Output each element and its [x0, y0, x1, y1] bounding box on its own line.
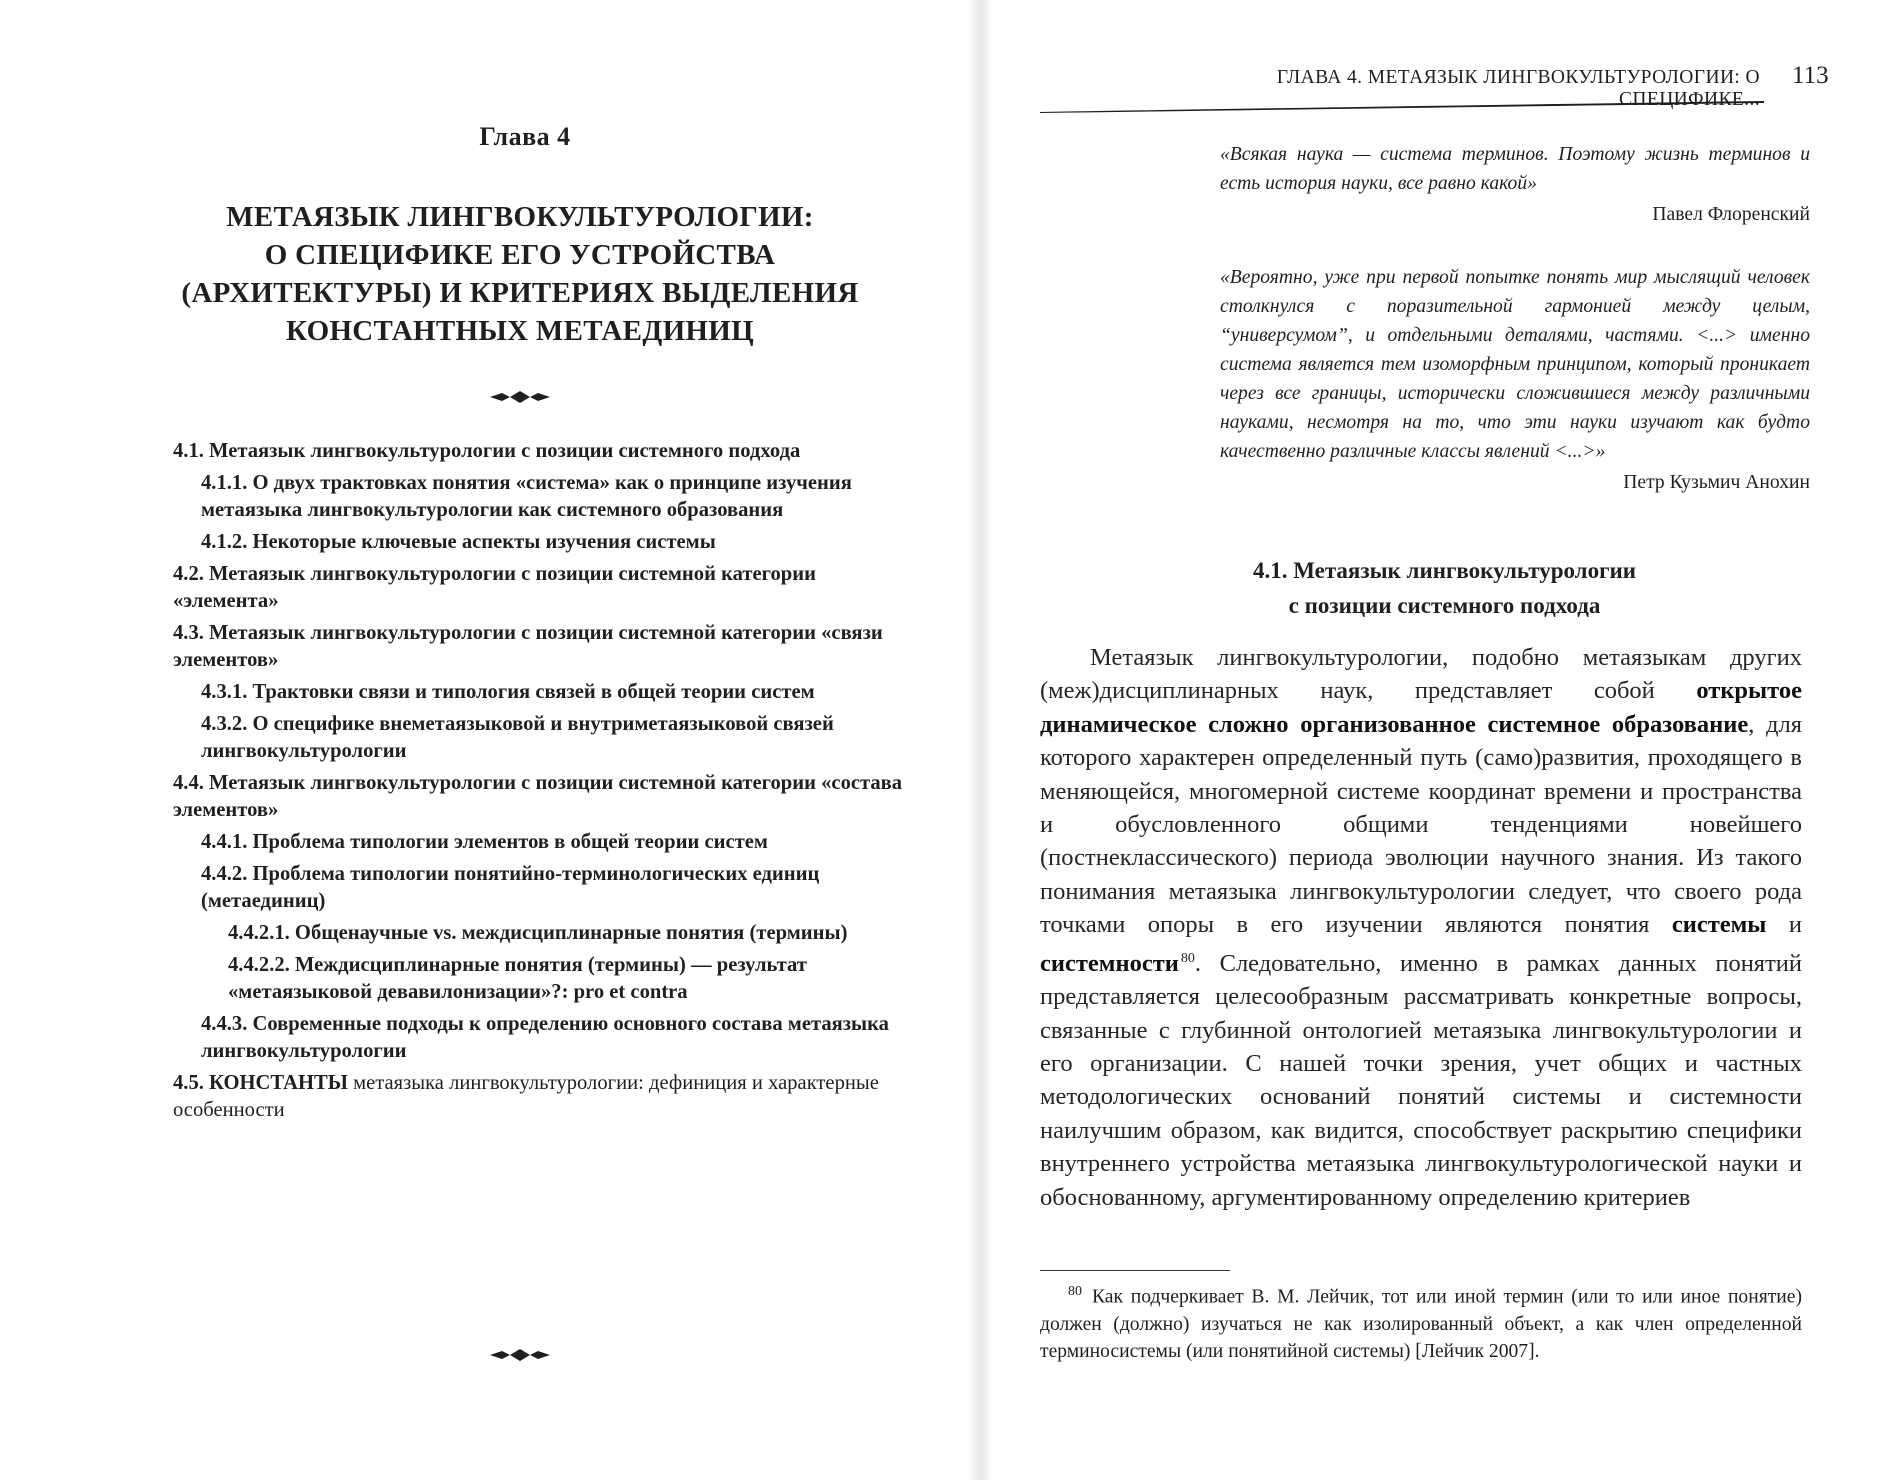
chapter-title-line: МЕТАЯЗЫК ЛИНГВОКУЛЬТУРОЛОГИИ:	[226, 201, 814, 233]
epigraph-quote: «Всякая наука — система терминов. Поэтому жизнь терминов и есть история науки, все равно какой»	[1220, 144, 1810, 194]
section-heading	[990, 553, 1899, 623]
header-rule	[1040, 98, 1764, 114]
epigraph-author: Павел Флоренский	[1652, 204, 1810, 225]
body-text-run: и	[1766, 911, 1802, 939]
chapter-title-line: (АРХИТЕКТУРЫ) И КРИТЕРИЯХ ВЫДЕЛЕНИЯ	[181, 277, 859, 309]
footnote-text: Как подчеркивает В. М. Лейчик, тот или иной термин (или то или иное понятие) должен (должно) изучаться не как изолированный объект, а как член определенной терминосистемы (или понятийной системы) [Лейчик 2007].	[1040, 1286, 1802, 1362]
body-text-run: . Следовательно, именно в рамках данных понятий представляется целесообразным рассматривать конкретные вопросы, связанные с глубинной онтологией метаязыка лингвокультурологии и его организации. С нашей точки зрения, учет общих и частных методологических оснований понятий системы и системности наилучшим образом, как видится, способствует раскрытию специфики внутреннего устройства метаязыка лингвокультурологической науки и обоснованному, аргументированному определению критериев	[1040, 949, 1802, 1211]
footnote-reference: 80	[1180, 950, 1195, 966]
epigraph	[1220, 140, 1810, 226]
footnote	[1040, 1278, 1802, 1365]
section-heading-line: 4.1. Метаязык лингвокультурологии	[1252, 558, 1637, 583]
toc-item: 4.3. Метаязык лингвокультурологии с позиции системной категории «связи элементов»	[173, 622, 883, 671]
toc-item: 4.1.1. О двух трактовках понятия «система» как о принципе изучения метаязыка лингвокультурологии как системного образования	[201, 472, 852, 521]
toc-item: 4.4.1. Проблема типологии элементов в общей теории систем	[201, 831, 768, 853]
toc-item-constants	[173, 1070, 903, 1124]
body-text-run: , для которого характерен определенный путь (само)развития, проходящего в меняющейся, многомерной системе координат времени и пространства и обусловленного общими тенденциями новейшего (постнеклассического) периода эволюции научного знания. Из такого понимания метаязыка лингвокультурологии следует, что своего рода точками опоры в его изучении являются понятия	[1040, 710, 1802, 939]
chapter-title	[170, 198, 870, 350]
running-head: ГЛАВА 4. МЕТАЯЗЫК ЛИНГВОКУЛЬТУРОЛОГИИ: О СПЕЦИФИКЕ...	[1276, 67, 1760, 110]
right-page	[990, 0, 1899, 1480]
body-paragraph	[1040, 641, 1802, 1214]
toc-item: 4.3.2. О специфике внеметаязыковой и внутриметаязыковой связей лингвокультурологии	[201, 713, 834, 762]
body-bold-run: системы	[1671, 911, 1767, 939]
chapter-label: Глава 4	[479, 122, 571, 151]
toc-item: 4.3.1. Трактовки связи и типология связей в общей теории систем	[201, 681, 815, 703]
toc-item: 4.1. Метаязык лингвокультурологии с позиции системного подхода	[173, 440, 801, 462]
toc-item-rest: метаязыка лингвокультурологии: дефиниция и характерные особенности	[173, 1072, 879, 1121]
toc-item: 4.2. Метаязык лингвокультурологии с позиции системной категории «элемента»	[173, 563, 816, 612]
epigraph-quote: «Вероятно, уже при первой попытке понять мир мыслящий человек столкнулся с поразительной гармонией между целым, “универсумом”, и отдельными деталями, частями. <...> именно система является тем изоморфным принципом, который проникает через все границы, исторически сложившиеся между различными науками, несмотря на то, что эти науки изучают как будто качественно различные классы явлений <...>»	[1220, 267, 1810, 462]
chapter-title-line: КОНСТАНТНЫХ МЕТАЕДИНИЦ	[285, 315, 754, 347]
toc-item: 4.4.2.1. Общенаучные vs. междисциплинарные понятия (термины)	[228, 922, 848, 944]
chapter-title-line: О СПЕЦИФИКЕ ЕГО УСТРОЙСТВА	[264, 239, 776, 271]
toc-item: 4.1.2. Некоторые ключевые аспекты изучения системы	[201, 531, 716, 553]
toc-item: 4.4. Метаязык лингвокультурологии с позиции системной категории «состава элементов»	[173, 772, 903, 821]
footnote-rule	[1040, 1270, 1230, 1271]
toc-item: 4.4.2. Проблема типологии понятийно-терминологических единиц (метаединиц)	[201, 863, 820, 912]
book-gutter	[968, 0, 992, 1480]
footnote-number: 80	[1068, 1284, 1082, 1299]
table-of-contents	[173, 438, 903, 1129]
epigraph	[1220, 263, 1810, 494]
body-bold-run: открытое динамическое сложно организованное системное образование	[1040, 677, 1802, 738]
body-text-run: Метаязык лингвокультурологии, подобно метаязыкам других (меж)дисциплинарных наук, представляет собой	[1040, 644, 1802, 705]
section-heading-line: с позиции системного подхода	[1288, 593, 1601, 618]
toc-item: 4.4.3. Современные подходы к определению основного состава метаязыка лингвокультурологии	[201, 1013, 889, 1062]
body-bold-run: системности	[1040, 949, 1179, 977]
toc-item-bold-part: 4.5. КОНСТАНТЫ	[173, 1072, 348, 1094]
ornament-divider-icon	[490, 390, 550, 404]
ornament-divider-icon	[490, 1348, 550, 1362]
page-number: 113	[1792, 62, 1829, 89]
epigraph-author: Петр Кузьмич Анохин	[1623, 472, 1810, 493]
toc-item: 4.4.2.2. Междисциплинарные понятия (термины) — результат «метаязыковой девавилонизации»?: pro et contra	[228, 954, 807, 1003]
